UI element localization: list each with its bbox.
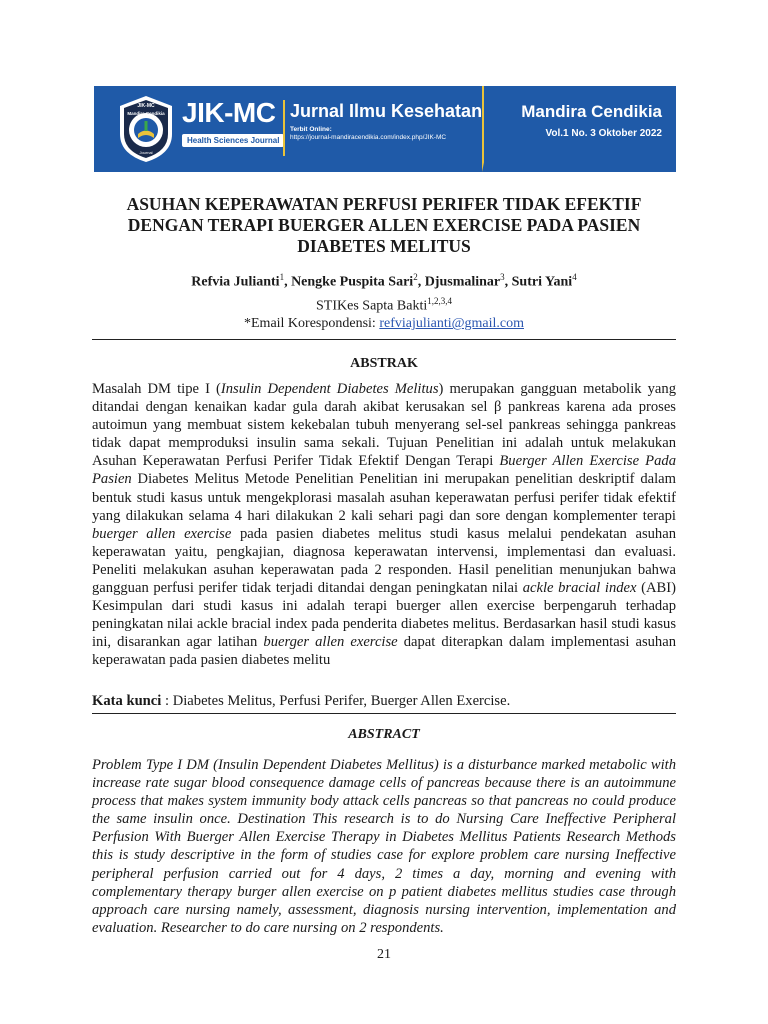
journal-info [290,100,482,142]
title-line: DIABETES MELITUS [297,236,471,256]
brand-subtitle: Health Sciences Journal [182,134,284,147]
logo-ring-text: Mandira Cendikia [127,111,165,116]
divider-bottom [92,713,676,714]
author-list: Refvia Julianti$^1$, Nengke Puspita Sari$^2$, Djusmalinar$^3$, Sutri Yani$^4$ [191,272,577,290]
abstrak-italic: ackle bracial index [522,580,637,597]
abstrak-text: Diabetes Melitus Metode Penelitian Penelitian ini merupakan penelitian deskriptif dalam bentuk studi kasus untuk mengekplorasi masalah asuhan keperawatan perfusi perifer tidak efektif yang dilakukan selama 4 hari dilakukan 2 kali sehari pagi dan sore dengan komplementer terapi [92,471,676,524]
affiliation-text: STIKes Sapta Bakti [316,298,428,314]
abstract-body: Problem Type I DM (Insulin Dependent Diabetes Mellitus) is a disturbance marked metabolic with increase rate sugar blood consequence damage cells of pancreas because there is an autoimmune process that makes system immunity body attack cells pancreas so that pancreas no could produce the same insulin once. Destination This research is to do Nursing Care Ineffective Peripheral Perfusion With Buerger Allen Exercise Therapy in Diabetes Mellitus Patients Research Methods this is study descriptive in the form of studies case for explore problem care nursing Ineffective peripheral perfusion carried out for 4 days, 2 times a day, morning and evening with complementary therapy burger allen exercise on p patient diabetes mellitus studies case through approach care nursing namely, assessment, diagnosis nursing intervention, implementation and evaluation. Researcher to do care nursing on 2 respondents. [92,757,676,936]
abstrak-text: ) merupakan gangguan metabolik yang ditandai dengan kenaikan kadar gula darah akibat kerusakan sel β pankreas karena ada proses autoimun yang membuat sistem kekebalan tubuh menyerang sel-sel pankreas sehingga pankreas tidak dapat memproduksi insulin sama sekali. Tujuan Penelitian ini adalah untuk melakukan Asuhan Keperawatan Perfusi Perifer Tidak Efektif Dengan Terapi [92,381,676,470]
brand-block [182,96,284,148]
keywords-line [92,692,676,710]
publisher-label: Terbit Online: [290,126,332,133]
abstrak-text: pada pasien diabetes melitus studi kasus melalui pendekatan asuhan keperawatan yaitu, pengkajian, diagnosa keperawatan intervensi, implementasi dan evaluasi. Peneliti melakukan asuhan keperawatan pada 2 responden. Hasil penelitian menunjukan bahwa gangguan perfusi perifer tidak terjadi ditandai dengan peningkatan nilai [92,525,676,597]
banner-right-title: Mandira Cendikia [521,102,662,121]
paper-title [70,194,698,257]
page-number: 21 [377,947,391,962]
abstract-heading: ABSTRACT [348,727,420,742]
email-link[interactable]: refviajulianti@gmail.com [379,316,524,332]
abstrak-text: (ABI) Kesimpulan dari studi kasus ini adalah terapi buerger allen exercise berpengaruh terhadap peningkatan nilai ackle bracial index pada penderita diabetes melitus. Berdasarkan hasil studi kasus ini, disarankan agar latihan [92,580,676,651]
abstrak-italic: Buerger Allen Exercise Pada Pasien [92,453,676,488]
abstrak-italic: buerger allen exercise [263,634,398,651]
keywords-text: : Diabetes Melitus, Perfusi Perifer, Buerger Allen Exercise. [161,693,511,709]
abstrak-italic: Insulin Dependent Diabetes Melitus [220,381,439,397]
affiliation [70,292,698,316]
author-sup: 4 [572,272,577,282]
journal-logo-icon [116,94,176,164]
abstrak-italic: buerger allen exercise [92,525,232,542]
author-name: Nengke Puspita Sari [291,274,414,290]
abstrak-body [92,380,676,670]
email-line [70,315,698,333]
affiliation-sup: 1,2,3,4 [427,295,452,306]
keywords-label: Kata kunci [92,693,162,709]
publisher-url[interactable]: https://journal-mandiracendikia.com/index.php/JIK-MC [290,134,447,141]
journal-banner [94,86,676,172]
brand-title: JIK-MC [182,97,276,128]
author-name: Sutri Yani [511,274,573,290]
volume-label: Vol.1 No. 3 Oktober 2022 [545,128,662,139]
journal-name: Jurnal Ilmu Kesehatan [290,101,483,121]
title-line: ASUHAN KEPERAWATAN PERFUSI PERIFER TIDAK EFEKTIF [126,194,642,214]
title-line: DENGAN TERAPI BUERGER ALLEN EXERCISE PADA PASIEN [127,215,641,235]
author-sup: 1 [279,272,285,282]
logo-top-text: JIK-MC [137,103,155,109]
author-sup: 3 [500,272,505,282]
author-block [70,268,698,333]
banner-divider [283,100,285,156]
divider-top [92,339,676,340]
abstrak-text: Masalah DM tipe I ( [92,381,221,397]
abstrak-text: dapat diterapkan dalam implementasi asuhan keperawatan pada pasien diabetes melitu [92,634,677,669]
publisher-info [290,126,482,142]
author-name: Refvia Julianti [191,274,280,290]
logo-bottom-text: Journal [139,150,153,155]
email-label: *Email Korespondensi: [244,316,380,332]
author-sup: 2 [413,272,418,282]
abstrak-heading: ABSTRAK [350,356,418,371]
author-name: Djusmalinar [424,274,501,290]
